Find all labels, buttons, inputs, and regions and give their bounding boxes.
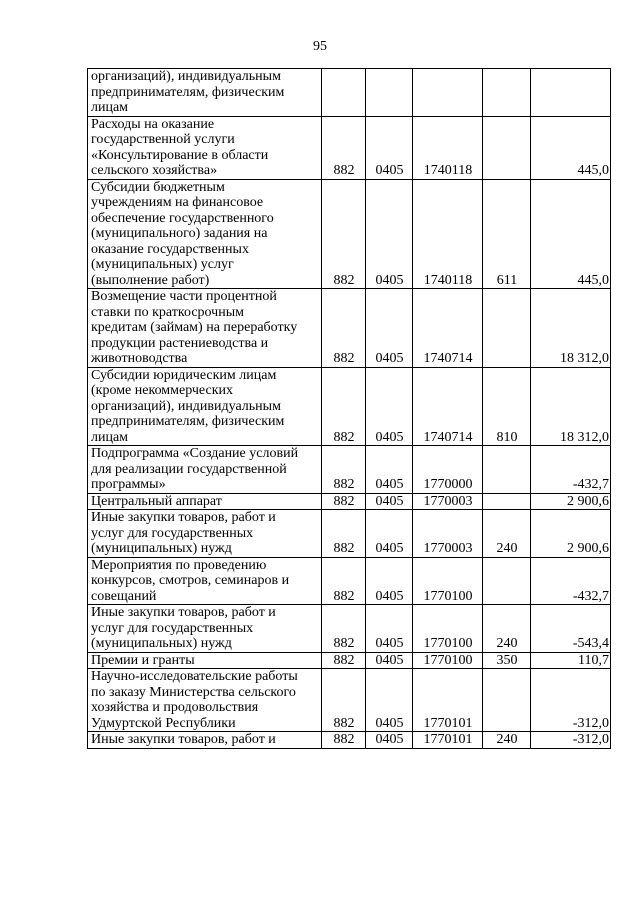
description-line: Иные закупки товаров, работ и [91,510,276,525]
row-description [88,652,322,669]
expense-type-code [483,446,531,494]
description-line: Центральный аппарат [91,493,222,509]
section-code: 0405 [366,557,413,605]
description-line: (муниципальных) услуг [91,257,234,272]
table-row [88,493,611,510]
expense-type-code [483,116,531,179]
target-code: 1770101 [413,669,483,732]
ministry-code: 882 [322,116,366,179]
description-line: Удмуртской Республики [91,715,236,731]
description-line: Субсидии бюджетным [91,179,225,195]
description-line: Подпрограмма «Создание условий [91,446,299,461]
row-description [88,69,322,117]
description-line: Возмещение части процентной [91,289,277,304]
expense-type-code: 240 [483,732,531,749]
row-description [88,367,322,446]
expense-type-code [483,493,531,510]
amount-value: 110,7 [531,652,611,669]
amount-value: 2 900,6 [531,493,611,510]
row-description [88,179,322,289]
table-row [88,605,611,653]
ministry-code: 882 [322,493,366,510]
description-line: ставки по краткосрочным [91,304,244,320]
section-code [366,69,413,117]
row-description [88,669,322,732]
amount-value [531,69,611,117]
description-line: Расходы на оказание [91,116,215,132]
table-row [88,732,611,749]
target-code: 1770000 [413,446,483,494]
description-line: учреждениям на финансовое [91,195,264,210]
amount-value: -432,7 [531,446,611,494]
description-line: «Консультирование в области [91,147,269,163]
section-code: 0405 [366,669,413,732]
section-code: 0405 [366,605,413,653]
expense-type-code: 240 [483,510,531,558]
amount-value: 445,0 [531,116,611,179]
description-line: услуг для государственных [91,620,254,636]
row-description [88,510,322,558]
amount-value: 445,0 [531,179,611,289]
description-line: предпринимателям, физическим [91,84,285,100]
description-line: (кроме некоммерческих [91,383,233,398]
description-line: (муниципальных) нужд [91,636,232,651]
ministry-code: 882 [322,557,366,605]
amount-value: -432,7 [531,557,611,605]
amount-value: -312,0 [531,732,611,749]
section-code: 0405 [366,493,413,510]
expense-type-code [483,669,531,732]
row-description [88,557,322,605]
target-code: 1770100 [413,652,483,669]
row-description [88,732,322,749]
description-line: (выполнение работ) [91,272,210,288]
amount-value: -312,0 [531,669,611,732]
target-code: 1740118 [413,116,483,179]
ministry-code [322,69,366,117]
description-line: услуг для государственных [91,525,254,541]
ministry-code: 882 [322,446,366,494]
description-line: для реализации государственной [91,461,287,477]
section-code: 0405 [366,116,413,179]
description-line: программы» [91,477,166,492]
amount-value: 18 312,0 [531,367,611,446]
section-code: 0405 [366,652,413,669]
target-code: 1770100 [413,605,483,653]
target-code: 1740714 [413,289,483,368]
table-row [88,446,611,494]
table-row [88,367,611,446]
row-description [88,605,322,653]
description-line: Научно-исследовательские работы [91,669,298,684]
expense-type-code [483,69,531,117]
description-line: кредитам (займам) на переработку [91,320,298,335]
row-description [88,446,322,494]
ministry-code: 882 [322,289,366,368]
row-description [88,116,322,179]
table-row [88,69,611,117]
description-line: хозяйства и продовольствия [91,700,259,715]
budget-table [87,68,611,749]
ministry-code: 882 [322,669,366,732]
section-code: 0405 [366,367,413,446]
table-row [88,289,611,368]
description-line: обеспечение государственного [91,210,274,226]
target-code: 1740118 [413,179,483,289]
description-line: Мероприятия по проведению [91,557,267,573]
section-code: 0405 [366,446,413,494]
budget-table-body [88,69,611,749]
table-row [88,510,611,558]
expense-type-code: 240 [483,605,531,653]
row-description [88,493,322,510]
table-row [88,652,611,669]
description-line: Премии и гранты [91,652,195,668]
ministry-code: 882 [322,732,366,749]
expense-type-code [483,557,531,605]
expense-type-code: 350 [483,652,531,669]
description-line: организаций), индивидуальным [91,69,281,84]
table-row [88,179,611,289]
description-line: Иные закупки товаров, работ и [91,732,276,747]
target-code: 1770003 [413,493,483,510]
description-line: государственной услуги [91,132,235,147]
target-code: 1770003 [413,510,483,558]
table-row [88,116,611,179]
page-number: 95 [313,39,327,54]
target-code: 1770101 [413,732,483,749]
description-line: Субсидии юридическим лицам [91,367,277,383]
description-line: Иные закупки товаров, работ и [91,605,276,620]
section-code: 0405 [366,179,413,289]
description-line: предпринимателям, физическим [91,414,285,429]
description-line: лицам [91,429,129,445]
ministry-code: 882 [322,652,366,669]
ministry-code: 882 [322,510,366,558]
table-row [88,669,611,732]
section-code: 0405 [366,732,413,749]
section-code: 0405 [366,510,413,558]
description-line: организаций), индивидуальным [91,398,281,414]
description-line: лицам [91,100,129,115]
table-row [88,557,611,605]
description-line: животноводства [91,351,188,366]
amount-value: 2 900,6 [531,510,611,558]
description-line: сельского хозяйства» [91,163,218,178]
description-line: (муниципальных) нужд [91,541,232,556]
description-line: (муниципального) задания на [91,226,268,241]
expense-type-code: 611 [483,179,531,289]
target-code: 1740714 [413,367,483,446]
ministry-code: 882 [322,605,366,653]
target-code [413,69,483,117]
row-description [88,289,322,368]
target-code: 1770100 [413,557,483,605]
description-line: продукции растениеводства и [91,335,269,351]
ministry-code: 882 [322,179,366,289]
description-line: оказание государственных [91,241,249,257]
section-code: 0405 [366,289,413,368]
expense-type-code: 810 [483,367,531,446]
description-line: конкурсов, смотров, семинаров и [91,573,290,588]
expense-type-code [483,289,531,368]
description-line: совещаний [91,588,157,604]
amount-value: 18 312,0 [531,289,611,368]
ministry-code: 882 [322,367,366,446]
description-line: по заказу Министерства сельского [91,684,296,700]
amount-value: -543,4 [531,605,611,653]
